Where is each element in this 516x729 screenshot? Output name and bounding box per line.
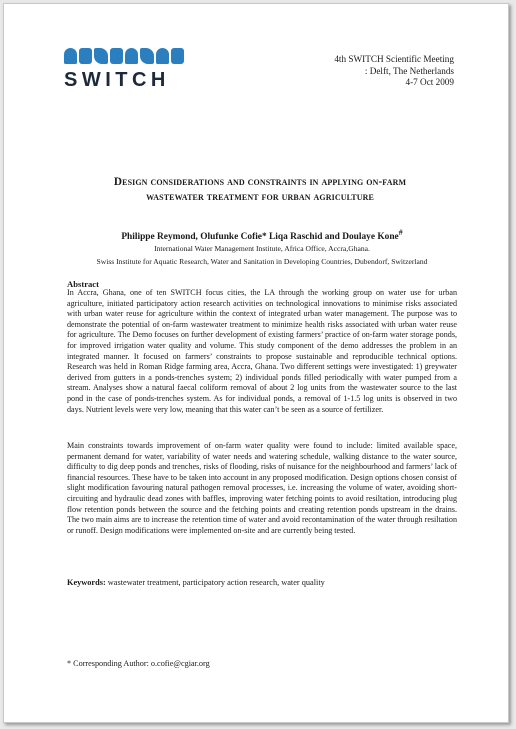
switch-logo [64,48,186,94]
paper-title: Design considerations and constraints in applying on-farm wastewater treatment for urban agriculture [113,176,407,203]
abstract-paragraph-2: Main constraints towards improvement of on-farm water quality were found to include: limited available space, permanent demand for water, variability of water needs and watering schedule, walking distance to the water source, difficulty to dig deep ponds and trenches, risks of flooding, risks of nuisance for the neighbourhood and farmers’ lack of financial resources. These have to be taken into account in any proposed modification. Design options chosen consist of slight modification favouring natural pathogen removal processes, i.e. increasing the volume of water, avoiding short-circuiting and hydraulic dead zones with baffles, improving water fetching points to avoid resiltation, introducing plug flow retention ponds between the source and the fetching points and creating retention ponds upstream in the drains. The two main aims are to increase the retention time of water and avoid recontamination of the water through resiltation or runoff. Design modifications were implemented on-site and are currently being tested. [67,441,457,535]
logo-wordmark: SWITCH [64,69,170,91]
abstract-paragraph-1: In Accra, Ghana, one of ten SWITCH focus cities, the LA through the working group on water use for urban agriculture, initiated participatory action research activities on technological innovations to minimise risks associated with urban water reuse for agriculture within the context of integrated urban water management. The purpose was to demonstrate the potential of on-farm wastewater treatment to minimize health risks associated with urban water reuse for agriculture. The Demo focuses on further development of existing farmers’ practice of on-farm water storage ponds, for improved irrigation water quality and volume. This study component of the demo addresses the problem in an integrated manner. It focused on farmers’ constraints to propose sustainable and reproducible technical options. Research was held in Roman Ridge farming area, Accra, Ghana. Two different settings were investigated: 1) greywater derived from gutters in a ponds-trenches system; 2) individual ponds filled periodically with water pumped from a stream. Analyses show a natural faecal coliform removal of about 2 log units from the wastewater source to the last pond in the case of ponds-trenches system. As for individual ponds, a removal of 1-1.5 log units is observed in two days. Nutrient levels were very low, meaning that this water can’t be seen as a source of fertilizer. [67,288,457,414]
affiliation-eawag: Swiss Institute for Aquatic Research, Water and Sanitation in Developing Countries, Dubendorf, Switzerland [96,257,428,266]
author-list [74,228,450,242]
author-mark: # [398,228,403,237]
abstract-heading: Abstract [67,279,99,289]
meeting-info [294,54,454,89]
meeting-location: : Delft, The Netherlands [364,65,454,76]
meeting-dates: 4-7 Oct 2009 [405,77,454,87]
meeting-name: 4th SWITCH Scientific Meeting [334,54,454,64]
document-page [3,3,509,723]
keywords [67,578,457,587]
author-names: Philippe Reymond, Olufunke Cofie* Liqa Raschid and Doulaye Kone [121,232,399,243]
keywords-label: Keywords: [67,578,106,587]
keywords-list: wastewater treatment, participatory action research, water quality [107,578,325,587]
logo-icons [64,48,186,66]
affiliation-iwmi: International Water Management Institute, Africa Office, Accra,Ghana. [154,244,370,253]
corresponding-author: * Corresponding Author: o.cofie@cgiar.org [67,659,210,668]
